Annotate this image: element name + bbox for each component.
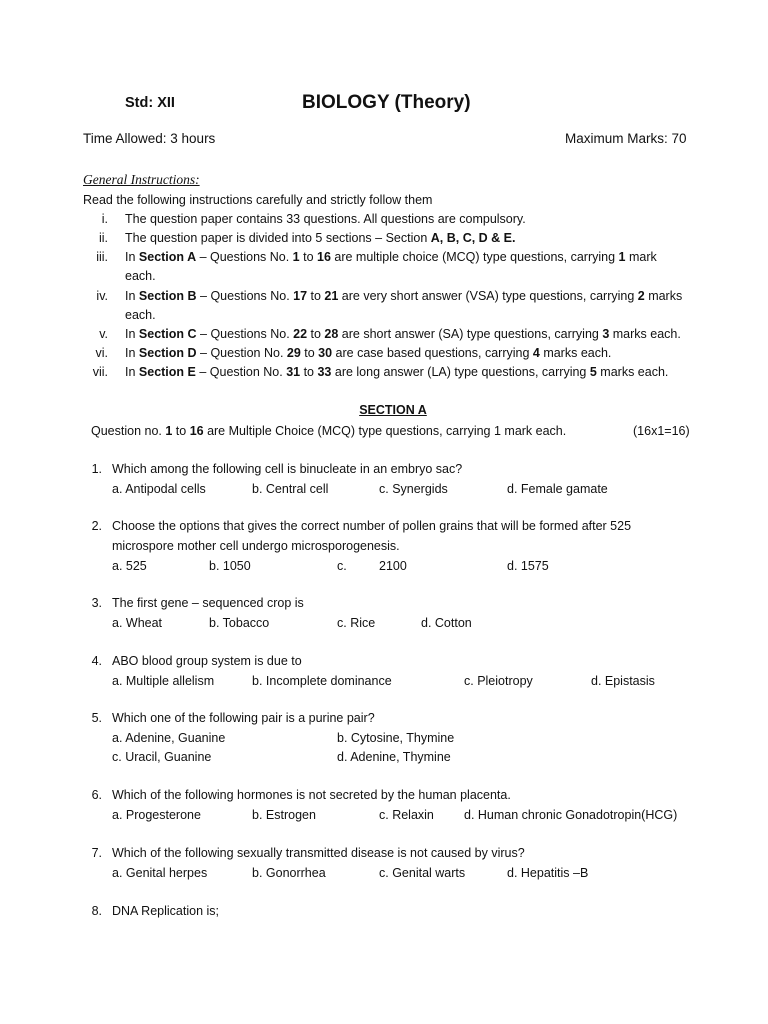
text-run: In — [125, 346, 139, 360]
question-number: 7. — [91, 846, 102, 860]
answer-option: c. Relaxin — [379, 808, 434, 822]
bold-text: 29 — [286, 346, 301, 360]
bold-text: 4 — [532, 346, 540, 360]
instruction-line — [125, 365, 668, 379]
text-run: Question no. — [91, 424, 166, 438]
answer-option: a. Adenine, Guanine — [112, 731, 226, 745]
bold-text: Section D — [138, 346, 197, 360]
bold-text: 16 — [317, 250, 331, 264]
text-run: to — [307, 327, 325, 341]
answer-option: b. Tobacco — [209, 616, 270, 630]
bold-text: Section C — [138, 327, 197, 341]
question-number: 3. — [91, 596, 102, 610]
answer-option: b. Cytosine, Thymine — [337, 731, 455, 745]
answer-option: b. 1050 — [209, 559, 251, 573]
question-text: Which of the following hormones is not secreted by the human placenta. — [112, 788, 511, 802]
std-label: Std: XII — [125, 95, 175, 111]
instruction-line — [125, 212, 526, 226]
answer-option: b. Estrogen — [252, 808, 316, 822]
bold-text: 16 — [189, 424, 204, 438]
text-run: are Multiple Choice (MCQ) type questions, carrying 1 mark each. — [203, 424, 567, 438]
text-run: – Questions No. — [196, 327, 294, 341]
text-run: are very short answer (VSA) type questions, carrying — [338, 289, 638, 303]
time-allowed: Time Allowed: 3 hours — [83, 131, 216, 146]
section-a-note — [91, 424, 566, 438]
instruction-line — [125, 250, 657, 264]
text-run: The question paper is divided into 5 sections – Section — [125, 231, 431, 245]
bold-text: 31 — [286, 365, 301, 379]
instruction-line — [125, 289, 682, 303]
text-run: are multiple choice (MCQ) type questions, carrying — [330, 250, 619, 264]
answer-option: d. 1575 — [507, 559, 549, 573]
answer-option: b. Incomplete dominance — [252, 674, 392, 688]
text-run: marks each. — [539, 346, 612, 360]
answer-option: d. Cotton — [421, 616, 472, 630]
text-run: – Questions No. — [196, 250, 293, 264]
bold-text: A, B, C, D & E. — [430, 231, 516, 245]
bold-text: Section B — [138, 289, 197, 303]
answer-option: a. Progesterone — [112, 808, 201, 822]
answer-option: a. Wheat — [112, 616, 163, 630]
text-run: to — [299, 250, 317, 264]
instruction-number: ii. — [98, 231, 108, 245]
bold-text: 2 — [637, 289, 645, 303]
answer-option: c. Rice — [337, 616, 376, 630]
text-run: – Questions No. — [196, 289, 294, 303]
bold-text: 17 — [293, 289, 308, 303]
answer-option: d. Human chronic Gonadotropin(HCG) — [464, 808, 678, 822]
instructions-intro: Read the following instructions carefully and strictly follow them — [83, 193, 433, 207]
question-number: 1. — [91, 462, 102, 476]
bold-text: 3 — [602, 327, 610, 341]
bold-text: 28 — [324, 327, 339, 341]
bold-text: 33 — [317, 365, 332, 379]
answer-option: c. — [337, 559, 347, 573]
answer-option: 2100 — [379, 559, 407, 573]
question-text: Which among the following cell is binucleate in an embryo sac? — [112, 462, 463, 476]
question-number: 5. — [91, 711, 102, 725]
answer-option: d. Hepatitis –B — [507, 866, 589, 880]
text-run: The question paper contains 33 questions. All questions are compulsory. — [125, 212, 526, 226]
bold-text: 5 — [589, 365, 597, 379]
text-run: to — [300, 346, 319, 360]
instruction-number: vi. — [95, 346, 108, 360]
section-a-marks: (16x1=16) — [633, 424, 690, 438]
general-instructions-heading: General Instructions: — [83, 172, 200, 187]
answer-option: d. Adenine, Thymine — [337, 750, 451, 764]
text-run: In — [125, 365, 139, 379]
text-run: marks each. — [609, 327, 681, 341]
text-run: are long answer (LA) type questions, carrying — [331, 365, 590, 379]
bold-text: 30 — [318, 346, 333, 360]
question-text: Choose the options that gives the correct number of pollen grains that will be formed after 525 — [112, 519, 632, 533]
answer-option: c. Synergids — [379, 482, 448, 496]
bold-text: 1 — [292, 250, 300, 264]
instruction-line — [125, 231, 515, 245]
bold-text: 22 — [293, 327, 308, 341]
text-run: marks each. — [596, 365, 669, 379]
instruction-number: vii. — [92, 365, 108, 379]
text-run: mark — [625, 250, 657, 264]
instruction-number: v. — [99, 327, 108, 341]
question-text: The first gene – sequenced crop is — [112, 596, 304, 610]
text-run: – Question No. — [196, 346, 287, 360]
question-text: Which of the following sexually transmitted disease is not caused by virus? — [112, 846, 525, 860]
question-text: DNA Replication is; — [112, 904, 219, 918]
answer-option: d. Epistasis — [591, 674, 655, 688]
text-run: each. — [125, 269, 156, 283]
bold-text: 21 — [324, 289, 339, 303]
text-run: In — [125, 250, 139, 264]
instruction-number: i. — [101, 212, 108, 226]
text-run: to — [307, 289, 325, 303]
answer-option: c. Genital warts — [379, 866, 466, 880]
section-a-title: SECTION A — [359, 403, 427, 417]
paper-title: BIOLOGY (Theory) — [302, 92, 471, 113]
text-run: In — [125, 327, 139, 341]
text-run: to — [172, 424, 190, 438]
answer-option: a. Multiple allelism — [112, 674, 215, 688]
question-number: 8. — [91, 904, 102, 918]
answer-option: c. Uracil, Guanine — [112, 750, 212, 764]
text-run: are case based questions, carrying — [332, 346, 533, 360]
text-run: marks — [644, 289, 683, 303]
text-run: are short answer (SA) type questions, carrying — [338, 327, 603, 341]
answer-option: a. Antipodal cells — [112, 482, 206, 496]
answer-option: b. Central cell — [252, 482, 329, 496]
answer-option: b. Gonorrhea — [252, 866, 326, 880]
bold-text: Section A — [138, 250, 197, 264]
answer-option: d. Female gamate — [507, 482, 608, 496]
instruction-number: iv. — [96, 289, 108, 303]
answer-option: a. Genital herpes — [112, 866, 208, 880]
question-number: 6. — [91, 788, 102, 802]
text-run: In — [125, 289, 139, 303]
instruction-line — [125, 346, 611, 360]
text-run: to — [300, 365, 318, 379]
bold-text: 1 — [618, 250, 626, 264]
instruction-number: iii. — [96, 250, 108, 264]
bold-text: 1 — [165, 424, 173, 438]
question-text: microspore mother cell undergo microsporogenesis. — [112, 539, 400, 553]
question-text: Which one of the following pair is a purine pair? — [112, 711, 375, 725]
answer-option: a. 525 — [112, 559, 147, 573]
question-number: 4. — [91, 654, 102, 668]
answer-option: c. Pleiotropy — [464, 674, 533, 688]
maximum-marks: Maximum Marks: 70 — [565, 131, 687, 146]
question-number: 2. — [91, 519, 102, 533]
instruction-line — [125, 308, 156, 322]
bold-text: Section E — [138, 365, 196, 379]
question-text: ABO blood group system is due to — [112, 654, 302, 668]
instruction-line — [125, 269, 156, 283]
instruction-line — [125, 327, 681, 341]
text-run: each. — [125, 308, 156, 322]
text-run: – Question No. — [195, 365, 287, 379]
